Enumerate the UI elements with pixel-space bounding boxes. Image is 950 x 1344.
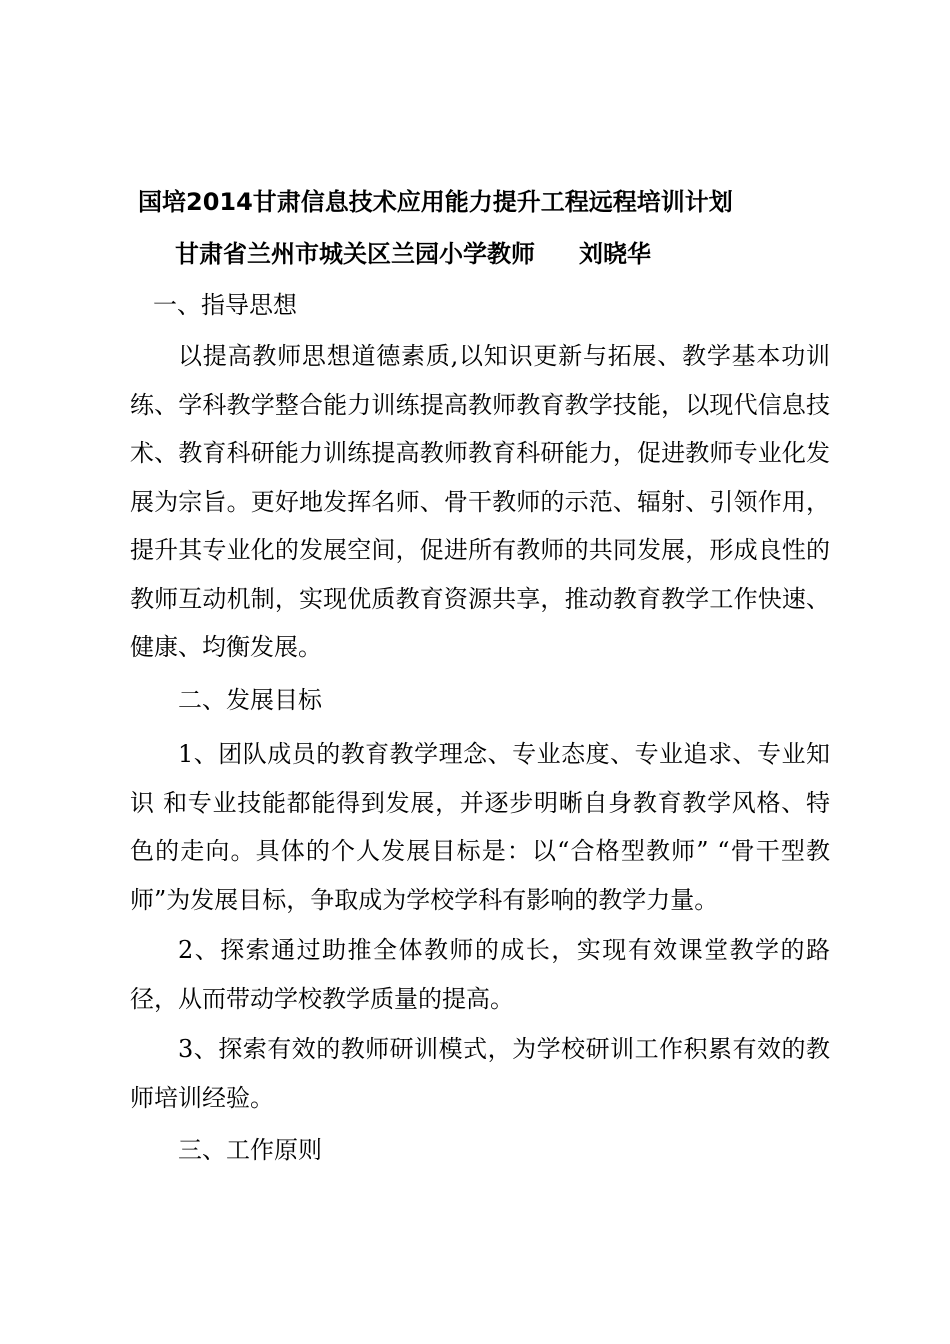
- author-organization: 甘肃省兰州市城关区兰园小学教师: [175, 240, 535, 268]
- section-heading-development-goals: 二、发展目标: [178, 686, 322, 714]
- paragraph-goal-1: 1、团队成员的教育教学理念、专业态度、专业追求、专业知识 和专业技能都能得到发展，并逐步明晰自身教育教学风格、特色的走向。具体的个人发展目标是：以“合格型教师” “骨干型教师”为发展目标，争取成为学校学科有影响的教学力量。: [130, 740, 830, 914]
- document-title: 国培2014甘肃信息技术应用能力提升工程远程培训计划: [138, 188, 733, 216]
- author-line: [175, 234, 651, 274]
- paragraph-goal-2: 2、探索通过助推全体教师的成长，实现有效课堂教学的路径，从而带动学校教学质量的提高。: [130, 936, 830, 1013]
- paragraph-guiding-ideology: 以提高教师思想道德素质,以知识更新与拓展、教学基本功训练、学科教学整合能力训练提高教师教育教学技能，以现代信息技术、教育科研能力训练提高教师教育科研能力，促进教师专业化发展为宗旨。更好地发挥名师、骨干教师的示范、辐射、引领作用，提升其专业化的发展空间，促进所有教师的共同发展，形成良性的教师互动机制，实现优质教育资源共享，推动教育教学工作快速、健康、均衡发展。: [130, 342, 830, 661]
- paragraph-goal-3: 3、探索有效的教师研训模式，为学校研训工作积累有效的教师培训经验。: [130, 1035, 830, 1112]
- section-heading-guiding-ideology: 一、指导思想: [153, 291, 297, 319]
- section-heading-work-principles: 三、工作原则: [178, 1136, 322, 1164]
- author-name: 刘晓华: [579, 240, 651, 268]
